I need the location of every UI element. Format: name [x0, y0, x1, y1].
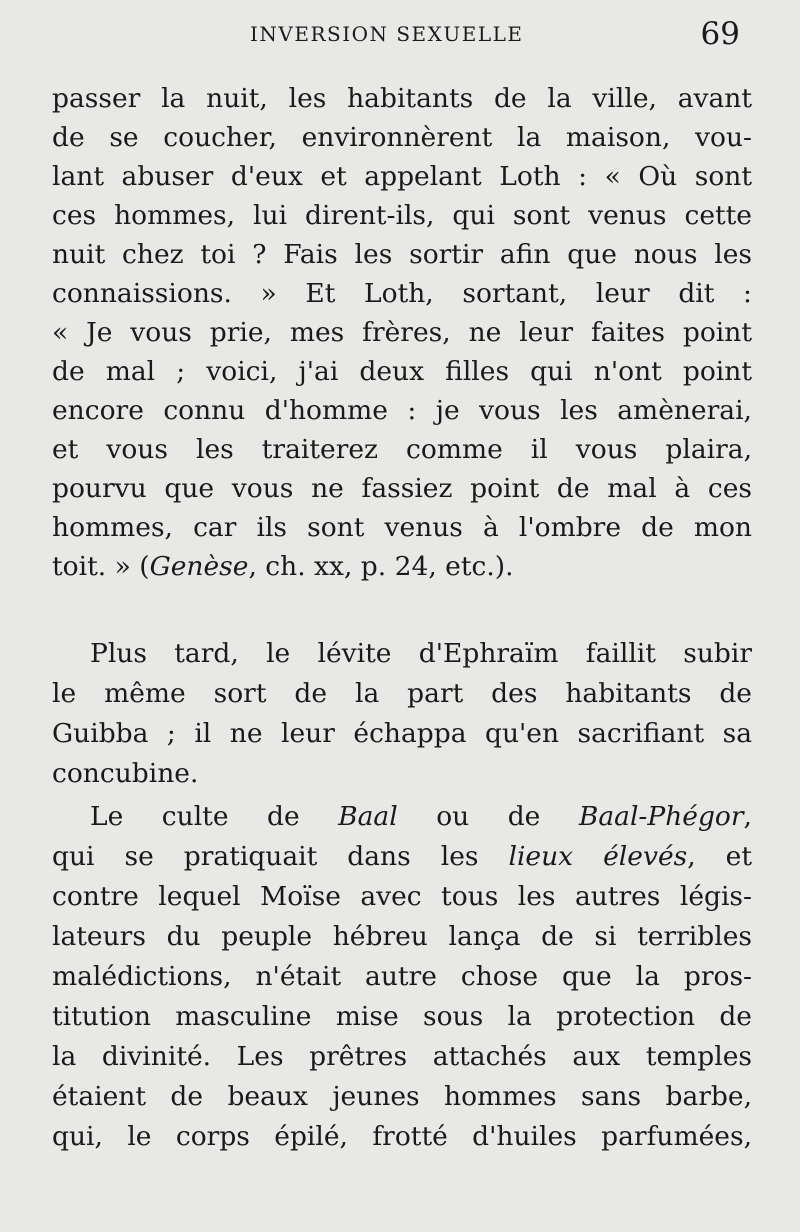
paragraph-first-line: Plus tard, le lévite d'Ephraïm faillit subir: [90, 638, 752, 669]
text-line: lant abuser d'eux et appelant Loth : « Où sont: [52, 161, 752, 192]
page-number: 69: [700, 16, 740, 52]
text-line: encore connu d'homme : je vous les amènerai,: [52, 395, 752, 426]
text-line-with-citation: toit. » (Genèse, ch. xx, p. 24, etc.).: [52, 551, 514, 582]
text-line: pourvu que vous ne fassiez point de mal à ces: [52, 473, 752, 504]
text-line: nuit chez toi ? Fais les sortir afin que nous les: [52, 239, 752, 270]
text-line: lateurs du peuple hébreu lança de si terribles: [52, 921, 752, 952]
page-header: [0, 14, 800, 54]
paragraph-first-line: Le culte de Baal ou de Baal-Phégor,: [90, 801, 752, 832]
text-line: de mal ; voici, j'ai deux filles qui n'ont point: [52, 356, 752, 387]
text-line: ces hommes, lui dirent-ils, qui sont venus cette: [52, 200, 752, 231]
text-line: Guibba ; il ne leur échappa qu'en sacrifiant sa: [52, 718, 752, 749]
text-line: étaient de beaux jeunes hommes sans barbe,: [52, 1081, 752, 1112]
text-line: de se coucher, environnèrent la maison, vou-: [52, 122, 752, 153]
text-line: hommes, car ils sont venus à l'ombre de mon: [52, 512, 752, 543]
text-line: contre lequel Moïse avec tous les autres légis-: [52, 881, 752, 912]
text-line: et vous les traiterez comme il vous plaira,: [52, 434, 752, 465]
text-line: malédictions, n'était autre chose que la pros-: [52, 961, 752, 992]
text-line: qui, le corps épilé, frotté d'huiles parfumées,: [52, 1121, 752, 1152]
text-line: la divinité. Les prêtres attachés aux temples: [52, 1041, 752, 1072]
text-line: connaissions. » Et Loth, sortant, leur dit :: [52, 278, 752, 309]
text-line: titution masculine mise sous la protection de: [52, 1001, 752, 1032]
text-line: le même sort de la part des habitants de: [52, 678, 752, 709]
text-line: qui se pratiquait dans les lieux élevés, et: [52, 841, 752, 872]
running-title: INVERSION SEXUELLE: [250, 22, 524, 46]
text-line: concubine.: [52, 758, 199, 789]
text-line: « Je vous prie, mes frères, ne leur faites point: [52, 317, 752, 348]
text-line: passer la nuit, les habitants de la ville, avant: [52, 83, 752, 114]
